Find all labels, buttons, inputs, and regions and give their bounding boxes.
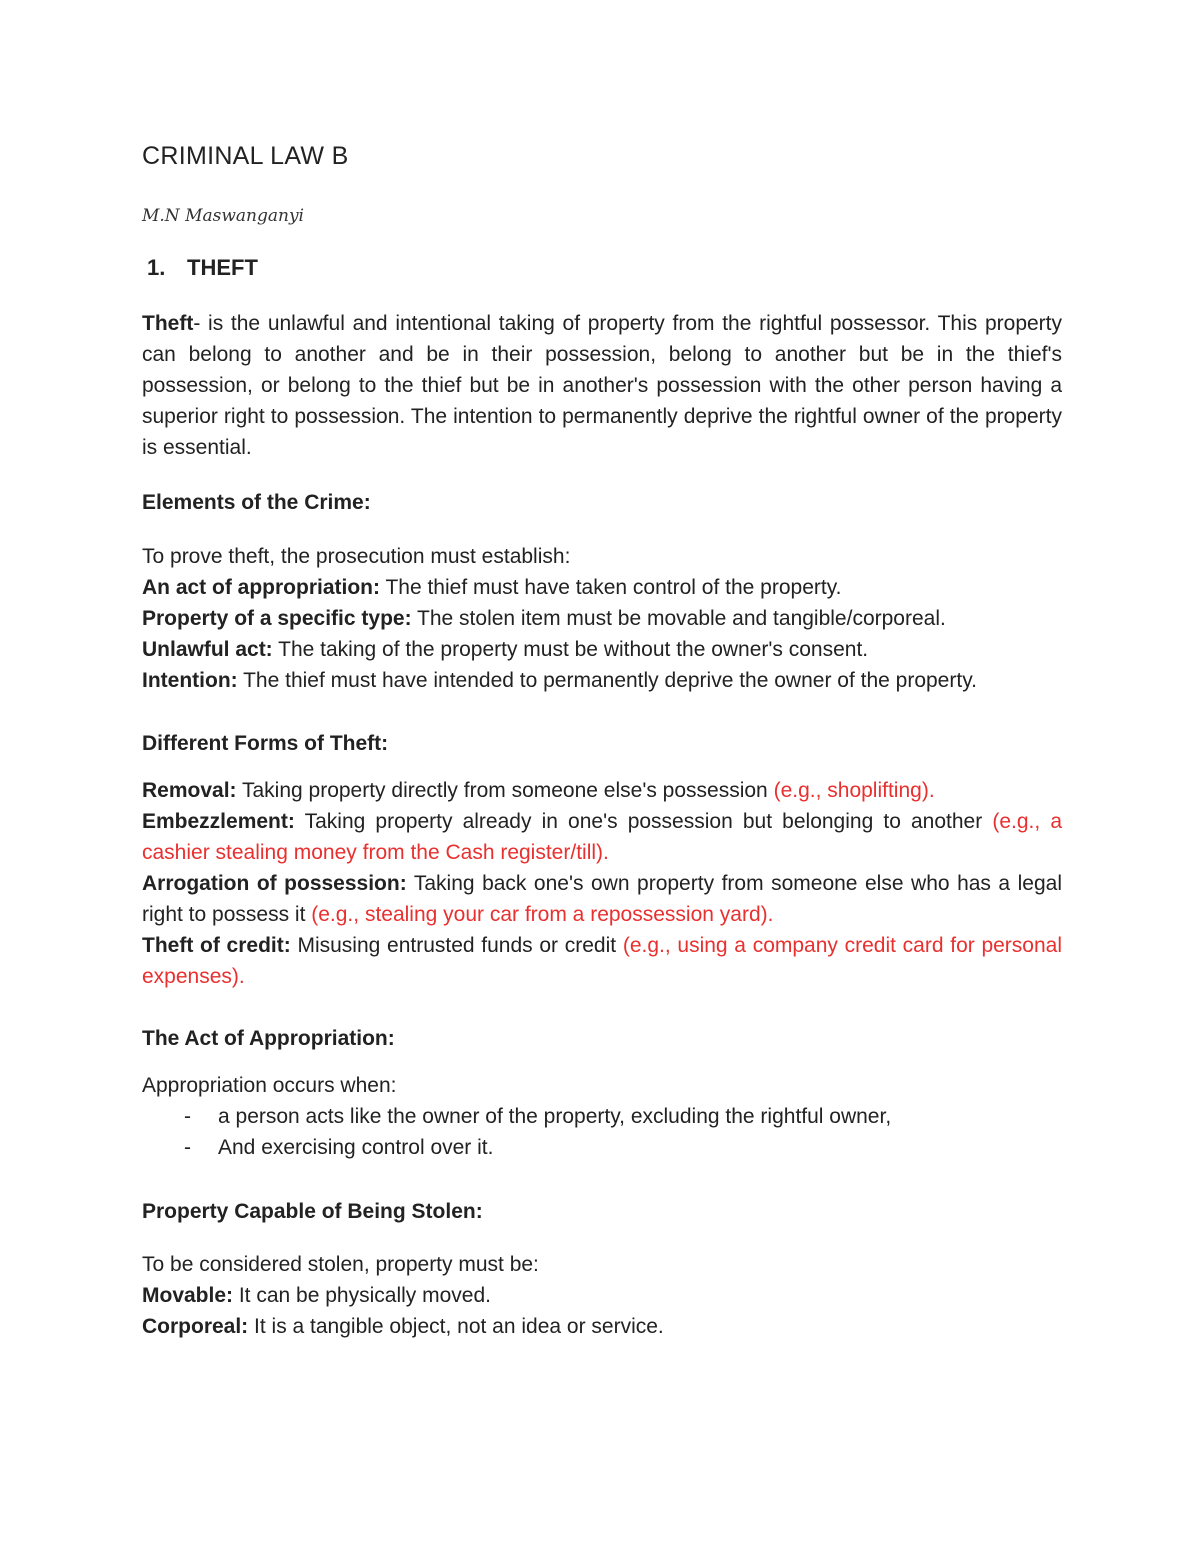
- form-text: Misusing entrusted funds or credit: [290, 934, 623, 957]
- list-item: [142, 603, 1062, 634]
- form-term: Embezzlement:: [142, 810, 295, 833]
- form-example: (e.g., shoplifting).: [773, 779, 935, 802]
- definition-text: - is the unlawful and intentional taking of property from the rightful possessor. This property can belong to another and be in their possession, belong to another but be in the thief's possession, or belong to the thief but be in another's possession with the other person having a superior right to possession. The intention to permanently deprive the rightful owner of the property is essential.: [142, 312, 1062, 459]
- definition-term: Theft: [142, 312, 194, 335]
- form-term: Arrogation of possession:: [142, 872, 407, 895]
- forms-heading: Different Forms of Theft:: [142, 732, 389, 755]
- document-title: CRIMINAL LAW B: [142, 142, 349, 170]
- elements-intro: To prove theft, the prosecution must establish:: [142, 545, 571, 568]
- appropriation-heading: The Act of Appropriation:: [142, 1027, 395, 1050]
- list-item: [142, 1132, 1062, 1163]
- element-term: Property of a specific type:: [142, 607, 412, 630]
- author-name: M.N Maswanganyi: [142, 206, 304, 226]
- elements-list: [142, 541, 1062, 696]
- theft-definition: [142, 308, 1062, 463]
- list-item: [142, 868, 1062, 930]
- form-text: Taking back one's own property from someone else who has a legal right to possess it: [142, 872, 1062, 926]
- element-text: The stolen item must be movable and tangible/corporeal.: [411, 607, 946, 630]
- capable-text: It is a tangible object, not an idea or service.: [248, 1315, 664, 1338]
- list-item: [142, 1311, 1062, 1342]
- list-item: [142, 930, 1062, 992]
- list-item: [142, 1280, 1062, 1311]
- list-item: [142, 572, 1062, 603]
- list-item: [142, 806, 1062, 868]
- elements-heading: Elements of the Crime:: [142, 491, 371, 514]
- capable-intro: To be considered stolen, property must be:: [142, 1253, 539, 1276]
- list-item: [142, 1101, 1062, 1132]
- bullet-text: And exercising control over it.: [218, 1136, 494, 1159]
- element-term: An act of appropriation:: [142, 576, 380, 599]
- capable-text: It can be physically moved.: [233, 1284, 491, 1307]
- form-text: Taking property already in one's possession but belonging to another: [294, 810, 993, 833]
- capable-term: Corporeal:: [142, 1315, 249, 1338]
- forms-list: [142, 775, 1062, 992]
- form-term: Theft of credit:: [142, 934, 291, 957]
- element-text: The thief must have intended to permanently deprive the owner of the property.: [237, 669, 977, 692]
- form-example: (e.g., a cashier stealing money from the Cash register/till).: [142, 810, 1062, 864]
- list-item: [142, 665, 1062, 696]
- bullet-text: a person acts like the owner of the property, excluding the rightful owner,: [218, 1105, 892, 1128]
- list-item: [142, 775, 1062, 806]
- form-example: (e.g., using a company credit card for personal expenses).: [142, 934, 1062, 988]
- section-heading-theft: [147, 255, 258, 281]
- form-term: Removal:: [142, 779, 237, 802]
- form-text: Taking property directly from someone else's possession: [236, 779, 774, 802]
- element-text: The taking of the property must be without the owner's consent.: [272, 638, 869, 661]
- form-example: (e.g., stealing your car from a repossession yard).: [311, 903, 774, 926]
- capable-term: Movable:: [142, 1284, 234, 1307]
- element-text: The thief must have taken control of the property.: [380, 576, 842, 599]
- element-term: Intention:: [142, 669, 238, 692]
- bullet-marker: -: [184, 1105, 191, 1128]
- capable-list: [142, 1249, 1062, 1342]
- capable-heading: Property Capable of Being Stolen:: [142, 1200, 483, 1223]
- section-number: 1.: [147, 255, 166, 280]
- bullet-marker: -: [184, 1136, 191, 1159]
- element-term: Unlawful act:: [142, 638, 273, 661]
- list-item: [142, 634, 1062, 665]
- appropriation-list: [142, 1070, 1062, 1163]
- section-title: THEFT: [187, 255, 258, 280]
- appropriation-intro: Appropriation occurs when:: [142, 1074, 397, 1097]
